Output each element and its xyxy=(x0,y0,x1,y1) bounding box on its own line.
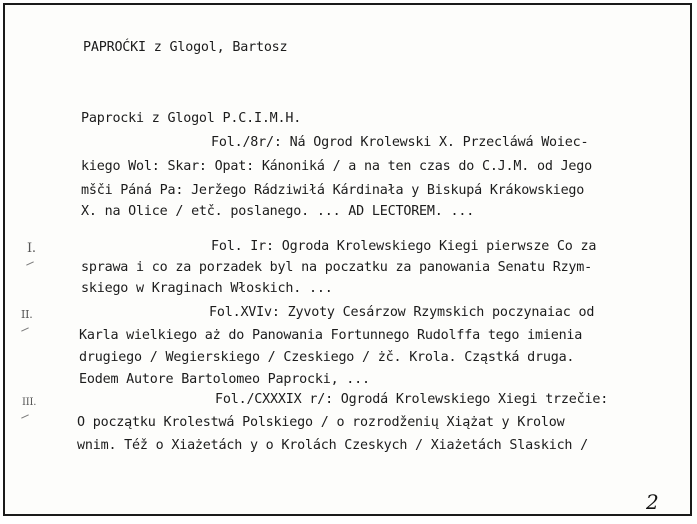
margin-mark-2: II. xyxy=(21,308,33,321)
text-line-3: kiego Wol: Skar: Opat: Kánoniká / a na ten czas do C.J.M. od Jego xyxy=(81,159,593,174)
margin-dash-1 xyxy=(26,261,34,265)
text-line-10: Karla wielkiego aż do Panowania Fortunnego Rudolffa tego imienia xyxy=(79,328,583,343)
text-line-5: X. na Olice / etč. poslanego. ... AD LECTOREM. ... xyxy=(81,204,475,219)
text-line-11: drugiego / Wegierskiego / Czeskiego / żč. Krola. Cząstká druga. xyxy=(79,350,575,365)
text-line-12: Eodem Autore Bartolomeo Paprocki, ... xyxy=(79,372,370,387)
catalog-card xyxy=(3,3,692,516)
text-line-13: Fol./CXXXIX r/: Ogrodá Krolewskiego Xiegi trzečie: xyxy=(215,392,609,407)
text-line-7: sprawa i co za porzadek byl na poczatku za panowania Senatu Rzym- xyxy=(81,260,593,275)
text-line-14: O początku Krolestwá Polskiego / o rozrodženių Xiążat y Krolow xyxy=(77,415,565,430)
text-line-6: Fol. Ir: Ogroda Krolewskiego Kiegi pierwsze Co za xyxy=(211,239,597,254)
text-line-1: Paprocki z Glogol P.C.I.M.H. xyxy=(81,111,302,126)
margin-mark-3: III. xyxy=(22,397,37,408)
text-line-9: Fol.XVIv: Zyvoty Cesárzow Rzymskich poczynaiac od xyxy=(209,305,595,320)
text-line-15: wnim. Též o Xiażetách y o Krolách Czeskych / Xiażetách Slaskich / xyxy=(77,438,589,453)
page-number: 2 xyxy=(646,490,659,514)
card-heading: PAPROĆKI z Glogol, Bartosz xyxy=(83,40,288,55)
margin-dash-2 xyxy=(21,327,29,331)
text-line-8: skiego w Kraginach Włoskich. ... xyxy=(81,281,333,296)
margin-mark-1: I. xyxy=(27,241,36,256)
margin-dash-3 xyxy=(21,414,29,418)
text-line-2: Fol./8r/: Ná Ogrod Krolewski X. Przecláwá Woiec- xyxy=(211,135,589,150)
text-line-4: mšči Páná Pa: Jeržego Rádziwiłá Kárdinała y Biskupá Krákowskiego xyxy=(81,183,585,198)
